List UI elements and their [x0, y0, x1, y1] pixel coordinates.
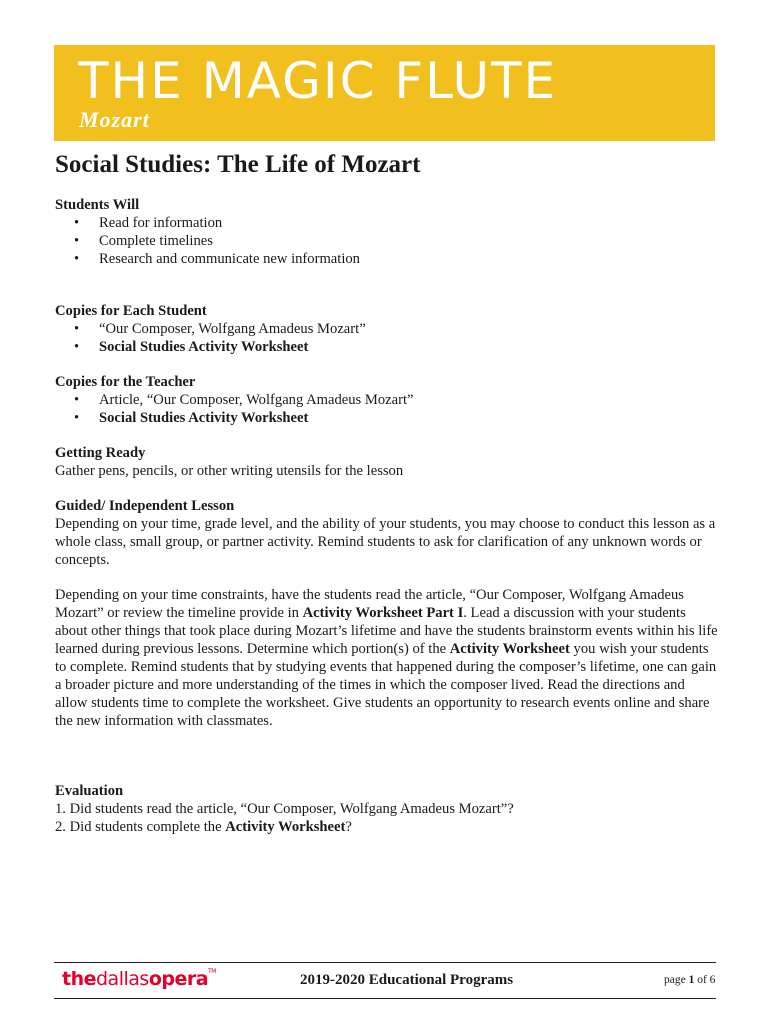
bullet-icon: •	[74, 392, 80, 408]
list-item: • Social Studies Activity Worksheet	[74, 339, 309, 355]
section-heading: Evaluation	[55, 783, 124, 799]
list-item: • Research and communicate new information	[74, 251, 360, 267]
guided-lesson-section	[55, 497, 720, 730]
bullet-icon: •	[74, 215, 80, 231]
evaluation-question-2: 2. Did students complete the Activity Worksheet?	[55, 819, 352, 835]
section-heading: Copies for Each Student	[55, 303, 207, 319]
footer-program-label: 2019-2020 Educational Programs	[300, 972, 514, 988]
section-heading: Students Will	[55, 197, 140, 213]
copies-student-section	[55, 302, 720, 356]
getting-ready-text: Gather pens, pencils, or other writing utensils for the lesson	[55, 463, 404, 479]
copies-teacher-list	[55, 391, 720, 427]
footer-divider-bottom	[54, 998, 716, 999]
page-title: Social Studies: The Life of Mozart	[55, 151, 421, 178]
guided-paragraph-1: Depending on your time, grade level, and the ability of your students, you may choose to conduct this lesson as a whole class, small group, or partner activity. Remind students to ask for clarification of any unknown words or concepts.	[55, 516, 716, 568]
footer-divider-top	[54, 962, 716, 963]
evaluation-question-1: 1. Did students read the article, “Our Composer, Wolfgang Amadeus Mozart”?	[55, 801, 514, 817]
getting-ready-section	[55, 444, 720, 480]
list-item: • “Our Composer, Wolfgang Amadeus Mozart”	[74, 321, 366, 337]
section-heading: Guided/ Independent Lesson	[55, 498, 235, 514]
evaluation-section	[55, 782, 720, 836]
bullet-icon: •	[74, 233, 80, 249]
list-item: • Complete timelines	[74, 233, 213, 249]
section-heading: Copies for the Teacher	[55, 374, 196, 390]
section-heading: Getting Ready	[55, 445, 146, 461]
document-body	[55, 150, 720, 836]
list-item: • Social Studies Activity Worksheet	[74, 410, 309, 426]
banner-subtitle: Mozart	[79, 107, 150, 132]
guided-paragraph-2: Depending on your time constraints, have the students read the article, “Our Composer, Wolfgang Amadeus Mozart” or review the timeline provide in Activity Worksheet Part I. Lead a discussion with your students about other things that took place during Mozart’s lifetime and have the students brainstorm events within his life learned during previous lessons. Determine which portion(s) of the Activity Worksheet you wish your students to complete. Remind students that by studying events that happened during the composer’s lifetime, one can gain a broader picture and more understanding of the times in which the composer lived. Read the directions and allow students time to complete the worksheet. Give students an opportunity to research events online and share the new information with classmates.	[55, 587, 718, 729]
page-number: page 1 of 6	[664, 974, 716, 986]
bullet-icon: •	[74, 410, 80, 426]
title-banner	[54, 45, 715, 141]
dallas-opera-logo: thedallasopera™	[62, 968, 216, 990]
copies-student-list	[55, 320, 720, 356]
bullet-icon: •	[74, 321, 80, 337]
list-item: • Article, “Our Composer, Wolfgang Amadeus Mozart”	[74, 392, 414, 408]
objectives-list	[55, 214, 720, 268]
students-will-section	[55, 196, 720, 268]
copies-teacher-section	[55, 373, 720, 427]
bullet-icon: •	[74, 339, 80, 355]
banner-title: THE MAGIC FLUTE	[78, 52, 558, 110]
bullet-icon: •	[74, 251, 80, 267]
list-item: • Read for information	[74, 215, 223, 231]
